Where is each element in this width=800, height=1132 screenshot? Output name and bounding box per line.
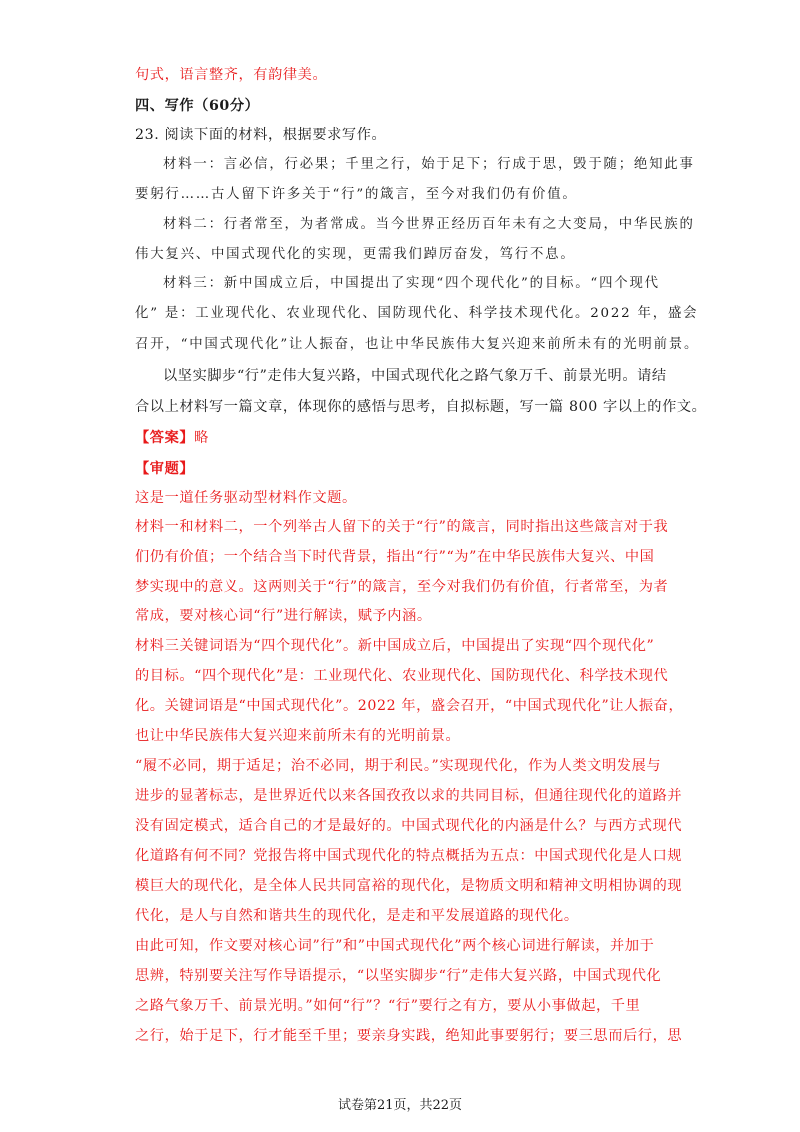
analysis-line: “履不必同，期于适足；治不必同，期于利民。”实现现代化，作为人类文明发展与 xyxy=(135,758,662,774)
analysis-line: 模巨大的现代化，是全体人民共同富裕的现代化，是物质文明和精神文明相协调的现 xyxy=(135,878,683,894)
analysis-line: 之行，始于足下，行才能至千里；要亲身实践，绝知此事要躬行；要三思而后行，思 xyxy=(135,1028,683,1044)
prompt-line: 以坚实脚步“行”走伟大复兴路，中国式现代化之路气象万千、前景光明。请结 xyxy=(163,368,667,384)
analysis-line: 由此可知，作文要对核心词”行”和”中国式现代化”两个核心词进行解读，并加于 xyxy=(135,938,655,954)
answer-label: 【答案】 xyxy=(135,430,195,446)
analysis-line: 材料一和材料二，一个列举古人留下的关于“行”的箴言，同时指出这些箴言对于我 xyxy=(135,519,669,535)
analysis-line: 这是一道任务驱动型材料作文题。 xyxy=(135,490,357,506)
material-line: 材料二：行者常至，为者常成。当今世界正经历百年未有之大变局，中华民族的 xyxy=(163,217,695,232)
answer-line xyxy=(135,427,209,447)
material-line: 化” 是：工业现代化、农业现代化、国防现代化、科学技术现代化。2022 年，盛会 xyxy=(135,306,699,321)
top-line: 句式，语言整齐，有韵律美。 xyxy=(135,67,328,83)
analysis-line: 进步的显著标志，是世界近代以来各国孜孜以求的共同目标，但通往现代化的道路并 xyxy=(135,788,683,804)
analysis-line: 思辨，特别要关注写作导语提示，“以坚实脚步“行”走伟大复兴路，中国式现代化 xyxy=(135,968,662,984)
question-stem: 23. 阅读下面的材料，根据要求写作。 xyxy=(135,127,387,143)
analysis-line: 的目标。“四个现代化”是：工业现代化、农业现代化、国防现代化、科学技术现代 xyxy=(135,668,669,684)
material-line: 材料一：言必信，行必果；千里之行，始于足下；行成于思，毁于随；绝知此事 xyxy=(163,157,695,172)
material-line: 材料三：新中国成立后，中国提出了实现“四个现代化”的目标。“四个现代 xyxy=(163,276,660,291)
section-heading: 四、写作（60分） xyxy=(135,98,260,114)
analysis-line: 们仍有价值；一个结合当下时代背景，指出“行”“为”在中华民族伟大复兴、中国 xyxy=(135,549,655,565)
material-line: 伟大复兴、中国式现代化的实现，更需我们踔厉奋发，笃行不息。 xyxy=(135,247,576,262)
page-footer: 试卷第21页，共22页 xyxy=(337,1098,463,1113)
material-line: 要躬行……古人留下许多关于“行”的箴言，至今对我们仍有价值。 xyxy=(135,187,578,202)
analysis-line: 化。关键词语是“中国式现代化”。2022 年，盛会召开，“中国式现代化”让人振奋， xyxy=(135,698,684,714)
analysis-line: 之路气象万千、前景光明。”如何“行”？“行”要行之有方，要从小事做起，千里 xyxy=(135,998,641,1014)
review-label: 【审题】 xyxy=(135,461,195,477)
analysis-line: 也让中华民族伟大复兴迎来前所未有的光明前景。 xyxy=(135,728,461,744)
answer-value: 略 xyxy=(194,430,209,446)
analysis-line: 材料三关键词语为“四个现代化”。新中国成立后，中国提出了实现“四个现代化” xyxy=(135,638,655,654)
analysis-line: 代化，是人与自然和谐共生的现代化，是走和平发展道路的现代化。 xyxy=(135,908,579,924)
material-line: 召开，“中国式现代化”让人振奋，也让中华民族伟大复兴迎来前所未有的光明前景。 xyxy=(135,337,700,352)
analysis-line: 常成，要对核心词“行”进行解读，赋予内涵。 xyxy=(135,608,432,624)
analysis-line: 化道路有何不同？党报告将中国式现代化的特点概括为五点：中国式现代化是人口规 xyxy=(135,848,683,864)
analysis-line: 没有固定模式，适合自己的才是最好的。中国式现代化的内涵是什么？与西方式现代 xyxy=(135,818,683,834)
prompt-line: 合以上材料写一篇文章，体现你的感悟与思考，自拟标题，写一篇 800 字以上的作文。 xyxy=(135,399,707,415)
analysis-line: 梦实现中的意义。这两则关于“行”的箴言，至今对我们仍有价值，行者常至，为者 xyxy=(135,579,669,595)
